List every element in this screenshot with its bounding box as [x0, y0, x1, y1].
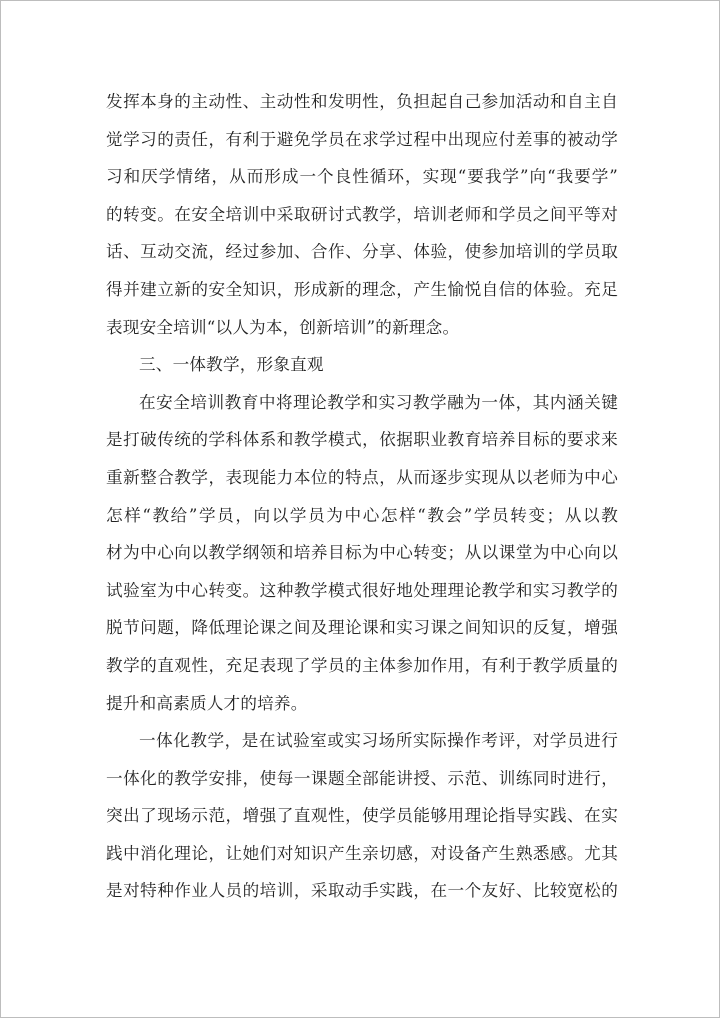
- text-line: 的转变。在安全培训中采取研讨式教学，培训老师和学员之间平等对: [106, 204, 618, 224]
- text-line: 是打破传统的学科体系和教学模式，依据职业教育培养目标的要求来: [106, 430, 618, 450]
- text-line: 试验室为中心转变。这种教学模式很好地处理理论教学和实习教学的: [106, 580, 618, 600]
- text-line: 一体化的教学安排，使每一课题全部能讲授、示范、训练同时进行，: [106, 768, 618, 788]
- text-line: 得并建立新的安全知识，形成新的理念，产生愉悦自信的体验。充足: [106, 279, 618, 299]
- text-line: 教学的直观性，充足表现了学员的主体参加作用，有利于教学质量的: [106, 655, 618, 675]
- text-line: 是对特种作业人员的培训，采取动手实践，在一个友好、比较宽松的: [106, 881, 618, 901]
- text-line: 一体化教学，是在试验室或实习场所实际操作考评，对学员进行: [139, 731, 618, 751]
- text-line: 习和厌学情绪，从而形成一个良性循环，实现“要我学”向“我要学”: [106, 167, 618, 187]
- text-line: 怎样“教给”学员，向以学员为中心怎样“教会”学员转变；从以教: [106, 505, 618, 525]
- paragraph-p1: [106, 83, 618, 346]
- text-line: 脱节问题，降低理论课之间及理论课和实习课之间知识的反复，增强: [106, 618, 618, 638]
- text-line: 践中消化理论，让她们对知识产生亲切感，对设备产生熟悉感。尤其: [106, 843, 618, 863]
- text-line: 重新整合教学，表现能力本位的特点，从而逐步实现从以老师为中心: [106, 467, 618, 487]
- paragraph-p2: [106, 384, 618, 722]
- paragraph-p3: [106, 722, 618, 910]
- text-line: 表现安全培训“以人为本，创新培训”的新理念。: [106, 317, 460, 337]
- text-line: 话、互动交流，经过参加、合作、分享、体验，使参加培训的学员取: [106, 242, 618, 262]
- section-heading-text: 三、一体教学，形象直观: [139, 355, 324, 375]
- text-line: 觉学习的责任，有利于避免学员在求学过程中出现应付差事的被动学: [106, 129, 618, 149]
- text-line: 提升和高素质人才的培养。: [106, 693, 308, 713]
- document-body: [106, 83, 618, 910]
- section-heading: [106, 346, 618, 384]
- text-line: 发挥本身的主动性、主动性和发明性，负担起自己参加活动和自主自: [106, 92, 618, 111]
- text-line: 在安全培训教育中将理论教学和实习教学融为一体，其内涵关键: [139, 392, 618, 412]
- text-line: 材为中心向以教学纲领和培养目标为中心转变；从以课堂为中心向以: [106, 543, 618, 563]
- text-line: 突出了现场示范，增强了直观性，使学员能够用理论指导实践、在实: [106, 806, 618, 826]
